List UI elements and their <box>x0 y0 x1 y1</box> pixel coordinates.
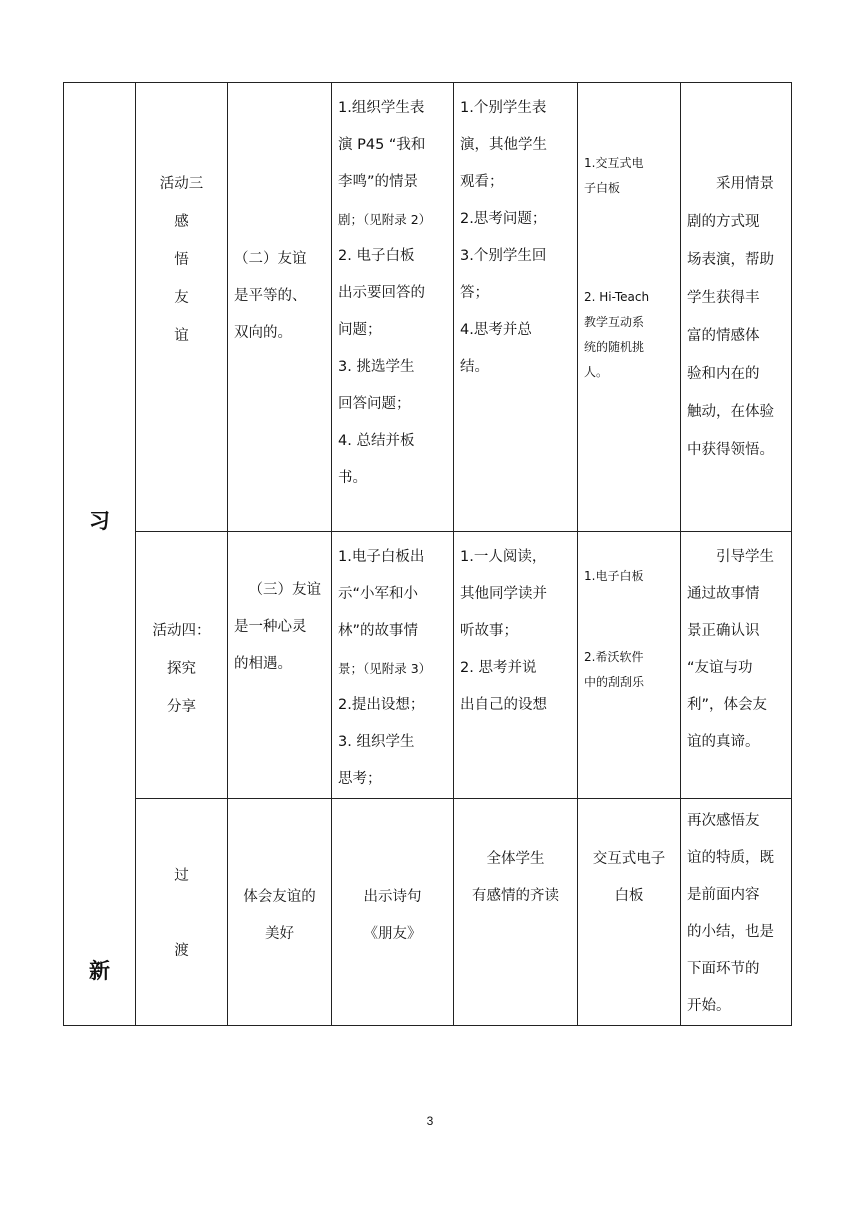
intent-line: “友谊与功 <box>687 660 753 676</box>
intent-line: 的小结，也是 <box>687 924 774 940</box>
content-line: （三）友谊 <box>248 582 321 598</box>
intent-line: 是前面内容 <box>687 887 760 903</box>
content-cell <box>228 799 332 1026</box>
student-line: 出自己的设想 <box>460 697 547 713</box>
activity-line: 友 <box>174 290 189 306</box>
activity-line: 感 <box>174 214 189 230</box>
activity-line: 探究 <box>167 661 196 677</box>
activity-cell <box>136 532 228 799</box>
activity-line: 过 <box>174 868 189 884</box>
activity-cell <box>136 83 228 532</box>
content-line: 是一种心灵 <box>234 619 307 635</box>
teacher-line: 李鸣”的情景 <box>338 174 419 190</box>
student-line: 听故事； <box>460 623 518 639</box>
teacher-line: 景；（见附录 3） <box>338 661 432 676</box>
media-line: 2.希沃软件 <box>584 650 644 664</box>
media-line: 中的刮刮乐 <box>584 675 645 689</box>
teacher-line: 回答问题； <box>338 396 411 412</box>
teacher-line: 3. 挑选学生 <box>338 359 415 375</box>
teacher-line: 4. 总结并板 <box>338 433 415 449</box>
media-line: 统的随机挑 <box>584 340 645 354</box>
media-line: 2. Hi-Teach <box>584 290 650 304</box>
content-line: 体会友谊的 <box>243 889 316 905</box>
activity-line: 分享 <box>167 699 196 715</box>
student-line: 观看； <box>460 174 504 190</box>
teacher-line: 3. 组织学生 <box>338 734 415 750</box>
student-activity-cell <box>454 799 578 1026</box>
lesson-plan-table <box>63 82 792 1026</box>
table-row <box>64 532 792 799</box>
student-line: 其他同学读并 <box>460 586 547 602</box>
teacher-line: 示“小军和小 <box>338 586 419 602</box>
student-line: 有感情的齐读 <box>472 888 559 904</box>
content-line: 双向的。 <box>234 325 292 341</box>
student-line: 3.个别学生回 <box>460 248 547 264</box>
teacher-line: 1.组织学生表 <box>338 100 425 116</box>
content-line: 的相遇。 <box>234 656 292 672</box>
student-activity-cell <box>454 532 578 799</box>
teacher-line: 出示诗句 <box>363 889 422 905</box>
intent-line: 下面环节的 <box>687 961 760 977</box>
activity-line: 谊 <box>174 328 189 344</box>
teacher-line: 问题； <box>338 322 382 338</box>
media-line: 1.电子白板 <box>584 569 644 583</box>
content-line: （二）友谊 <box>234 251 307 267</box>
student-line: 答； <box>460 285 489 301</box>
table-row <box>64 83 792 532</box>
media-line: 白板 <box>614 888 644 904</box>
teacher-activity-cell <box>332 799 454 1026</box>
intent-line: 验和内在的 <box>687 366 760 382</box>
activity-line: 悟 <box>174 252 189 268</box>
design-intent-cell <box>681 532 792 799</box>
section-char-bottom: 新 <box>89 959 110 983</box>
content-line: 美好 <box>265 926 294 942</box>
teacher-line: 林”的故事情 <box>338 623 419 639</box>
intent-line: 中获得领悟。 <box>687 442 774 458</box>
intent-line: 再次感悟友 <box>687 813 760 829</box>
table-row <box>64 799 792 1026</box>
design-intent-cell <box>681 799 792 1026</box>
content-cell <box>228 532 332 799</box>
media-cell <box>578 83 681 532</box>
student-line: 1.个别学生表 <box>460 100 547 116</box>
teacher-line: 《朋友》 <box>363 926 422 942</box>
media-line: 人。 <box>584 365 609 379</box>
teacher-line: 2.提出设想； <box>338 697 425 713</box>
intent-line: 触动，在体验 <box>687 404 774 420</box>
media-line: 教学互动系 <box>584 315 645 329</box>
student-line: 2.思考问题； <box>460 211 547 227</box>
media-cell <box>578 532 681 799</box>
content-cell <box>228 83 332 532</box>
intent-line: 景正确认识 <box>687 623 760 639</box>
teacher-line: 出示要回答的 <box>338 285 425 301</box>
intent-line: 谊的真谛。 <box>687 734 760 750</box>
intent-line: 谊的特质，既 <box>687 850 774 866</box>
design-intent-cell <box>681 83 792 532</box>
student-line: 2. 思考并说 <box>460 660 537 676</box>
teacher-line: 2. 电子白板 <box>338 248 415 264</box>
intent-line: 富的情感体 <box>687 328 760 344</box>
activity-line: 渡 <box>174 943 189 959</box>
student-line: 1.一人阅读， <box>460 549 547 565</box>
media-line: 1.交互式电 <box>584 156 644 170</box>
teacher-line: 演 P45 “我和 <box>338 137 426 153</box>
student-activity-cell <box>454 83 578 532</box>
content-line: 是平等的、 <box>234 288 307 304</box>
section-label-cell <box>64 83 136 1026</box>
media-line: 交互式电子 <box>592 851 666 867</box>
intent-line: 开始。 <box>687 998 731 1014</box>
teacher-activity-cell <box>332 532 454 799</box>
intent-line: 利”，体会友 <box>687 697 768 713</box>
activity-line: 活动三 <box>159 176 204 192</box>
intent-line: 引导学生 <box>716 549 774 565</box>
student-line: 全体学生 <box>486 851 545 867</box>
section-char-top: 习 <box>89 509 110 533</box>
intent-line: 采用情景 <box>716 176 774 192</box>
teacher-line: 书。 <box>338 470 367 486</box>
intent-line: 学生获得丰 <box>687 290 760 306</box>
activity-line: 活动四： <box>152 623 211 639</box>
student-line: 结。 <box>460 359 489 375</box>
teacher-line: 剧；（见附录 2） <box>338 212 432 227</box>
student-line: 4.思考并总 <box>460 322 532 338</box>
teacher-activity-cell <box>332 83 454 532</box>
media-line: 子白板 <box>584 181 621 195</box>
intent-line: 场表演，帮助 <box>687 252 774 268</box>
teacher-line: 1.电子白板出 <box>338 549 425 565</box>
activity-cell <box>136 799 228 1026</box>
intent-line: 剧的方式现 <box>687 214 760 230</box>
intent-line: 通过故事情 <box>687 586 760 602</box>
page-number: 3 <box>426 1114 434 1128</box>
teacher-line: 思考； <box>338 771 382 787</box>
student-line: 演，其他学生 <box>460 137 547 153</box>
media-cell <box>578 799 681 1026</box>
